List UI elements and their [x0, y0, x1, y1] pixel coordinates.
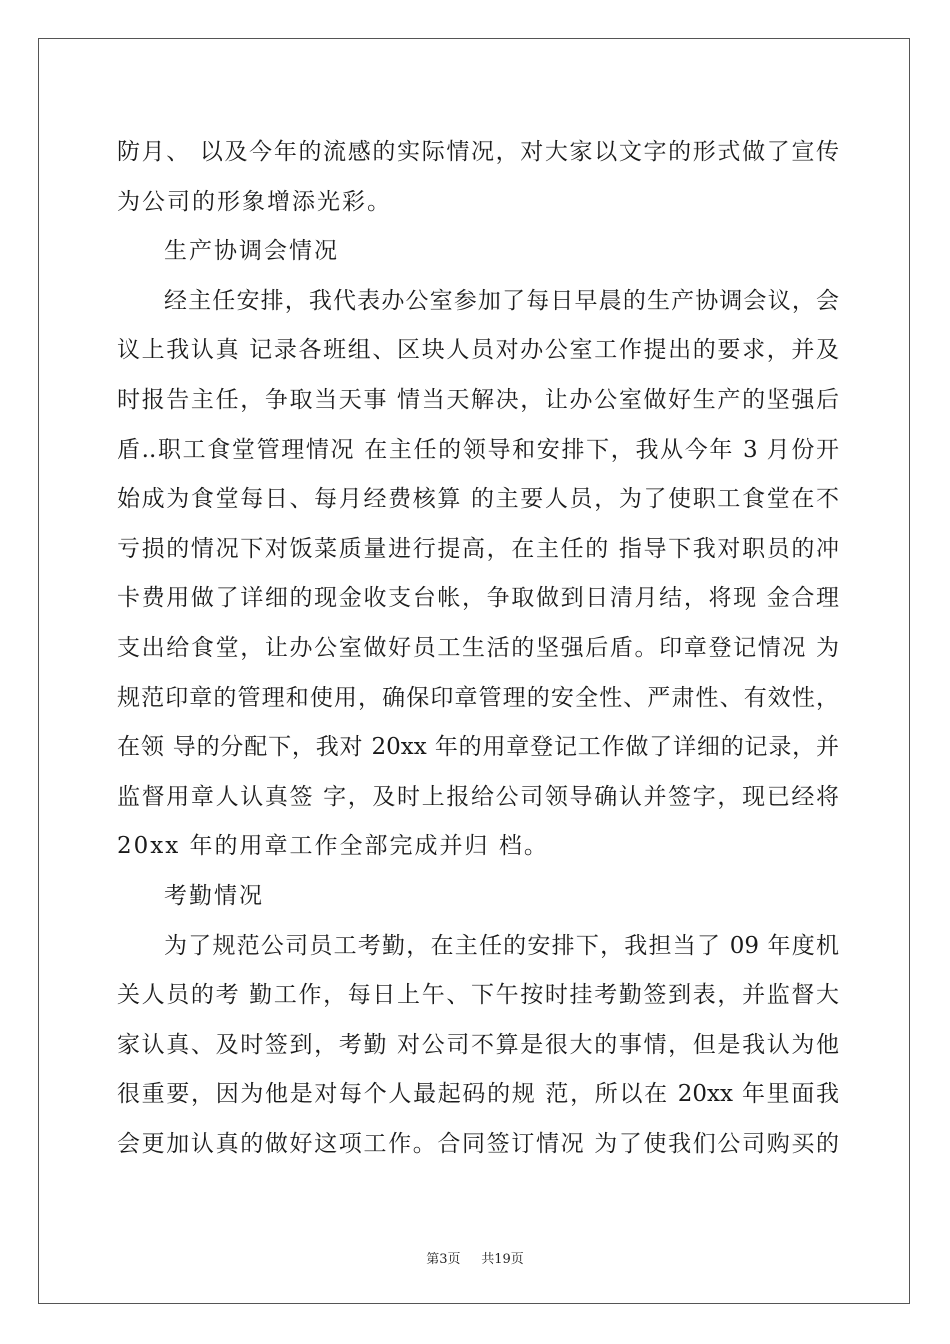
text-line: 20xx 年的用章工作全部完成并归 档。 — [117, 833, 549, 860]
text-line: 支出给食堂，让办公室做好员工生活的坚强后盾。印章登记情况 为 — [117, 634, 839, 661]
text-line: 会更加认真的做好这项工作。合同签订情况 为了使我们公司购买的 — [117, 1130, 839, 1157]
text-line: 始成为食堂每日、每月经费核算 的主要人员，为了使职工食堂在不 — [117, 486, 839, 513]
text-line: 盾..职工食堂管理情况 在主任的领导和安排下，我从今年 3 月份开 — [117, 436, 839, 463]
text-line: 防月、 以及今年的流感的实际情况，对大家以文字的形式做了宣传 — [117, 139, 839, 165]
text-line: 家认真、及时签到，考勤 对公司不算是很大的事情，但是我认为他 — [117, 1031, 839, 1058]
text-line: 经主任安排，我代表办公室参加了每日早晨的生产协调会议，会 — [164, 287, 839, 314]
page-number: 第3页 — [426, 1252, 461, 1267]
page-total: 共19页 — [481, 1252, 524, 1267]
text-line: 关人员的考 勤工作，每日上午、下午按时挂考勤签到表，并监督大 — [117, 982, 839, 1009]
text-line: 时报告主任，争取当天事 情当天解决，让办公室做好生产的坚强后 — [117, 386, 839, 413]
page-footer — [0, 1248, 950, 1267]
text-line: 规范印章的管理和使用，确保印章管理的安全性、严肃性、有效性， — [117, 684, 839, 711]
text-line: 很重要，因为他是对每个人最起码的规 范，所以在 20xx 年里面我 — [117, 1081, 839, 1108]
text-line: 亏损的情况下对饭菜质量进行提高，在主任的 指导下我对职员的冲 — [117, 535, 839, 562]
text-line: 生产协调会情况 — [164, 238, 339, 265]
text-line: 为了规范公司员工考勤，在主任的安排下，我担当了 09 年度机 — [164, 932, 839, 959]
text-line: 议上我认真 记录各班组、区块人员对办公室工作提出的要求，并及 — [117, 337, 839, 364]
text-line: 考勤情况 — [164, 882, 264, 909]
text-line: 为公司的形象增添光彩。 — [117, 188, 392, 215]
text-line: 卡费用做了详细的现金收支台帐，争取做到日清月结，将现 金合理 — [117, 585, 839, 612]
text-line: 在领 导的分配下，我对 20xx 年的用章登记工作做了详细的记录，并 — [117, 734, 839, 761]
document-body — [117, 128, 839, 1169]
text-line: 监督用章人认真签 字，及时上报给公司领导确认并签字，现已经将 — [117, 783, 839, 810]
